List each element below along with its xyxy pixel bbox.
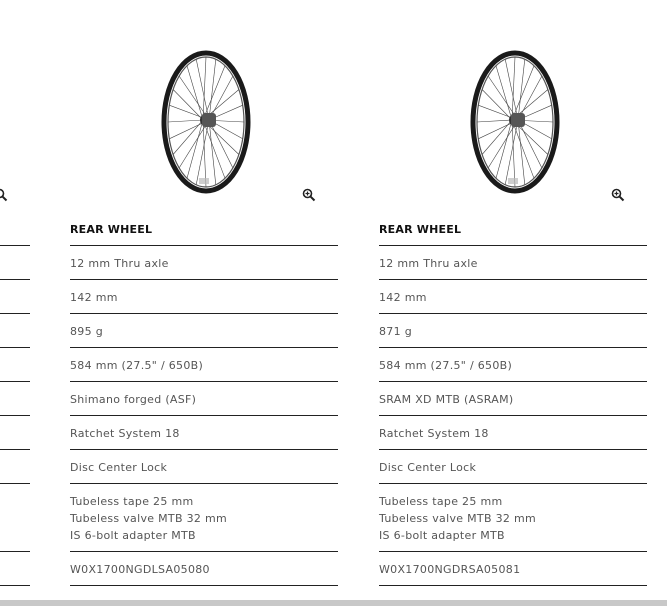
- divider: [0, 313, 30, 314]
- spec-value: SRAM XD MTB (ASRAM): [379, 393, 514, 406]
- spec-value: Tubeless tape 25 mm: [379, 495, 503, 508]
- spec-value: Tubeless tape 25 mm: [70, 495, 194, 508]
- spec-row: [70, 246, 338, 280]
- divider: [0, 347, 30, 348]
- spec-row: [379, 314, 647, 348]
- spec-row: [70, 382, 338, 416]
- spec-value: 142 mm: [379, 291, 427, 304]
- spec-row: [70, 450, 338, 484]
- spec-list: [379, 246, 647, 586]
- previous-column-partial: [0, 0, 30, 606]
- zoom-in-icon[interactable]: [0, 188, 8, 202]
- spec-row: [379, 246, 647, 280]
- product-column: [70, 0, 338, 600]
- spec-value: W0X1700NGDLSA05080: [70, 563, 210, 576]
- divider: [0, 585, 30, 586]
- spec-row: [379, 552, 647, 586]
- spec-value: 584 mm (27.5" / 650B): [379, 359, 513, 372]
- divider: [0, 449, 30, 450]
- spec-value: 584 mm (27.5" / 650B): [70, 359, 204, 372]
- zoom-in-icon[interactable]: [611, 188, 625, 202]
- spec-value: Ratchet System 18: [379, 427, 489, 440]
- column-heading: REAR WHEEL: [70, 221, 338, 246]
- spec-value: Shimano forged (ASF): [70, 393, 197, 406]
- product-column: [379, 0, 647, 600]
- horizontal-scrollbar[interactable]: [0, 600, 667, 606]
- spec-value: Tubeless valve MTB 32 mm: [70, 512, 228, 525]
- divider: [0, 483, 30, 484]
- divider: [0, 551, 30, 552]
- spec-value: 12 mm Thru axle: [379, 257, 478, 270]
- spec-value: IS 6-bolt adapter MTB: [70, 529, 196, 542]
- spec-row: [379, 348, 647, 382]
- spec-value: W0X1700NGDRSA05081: [379, 563, 521, 576]
- spec-row: [379, 450, 647, 484]
- spec-list: [70, 246, 338, 586]
- spec-row: [379, 280, 647, 314]
- divider: [0, 245, 30, 246]
- spec-row: [379, 484, 647, 552]
- zoom-in-icon[interactable]: [302, 188, 316, 202]
- spec-value: 895 g: [70, 325, 103, 338]
- spec-row: [379, 382, 647, 416]
- divider: [0, 415, 30, 416]
- spec-value: 871 g: [379, 325, 412, 338]
- spec-value: IS 6-bolt adapter MTB: [379, 529, 505, 542]
- rear-wheel-image[interactable]: [156, 50, 256, 195]
- spec-row: [70, 314, 338, 348]
- spec-row: [70, 280, 338, 314]
- spec-value: Ratchet System 18: [70, 427, 180, 440]
- spec-value: Tubeless valve MTB 32 mm: [379, 512, 537, 525]
- spec-value: 142 mm: [70, 291, 118, 304]
- column-heading: REAR WHEEL: [379, 221, 647, 246]
- spec-value: 12 mm Thru axle: [70, 257, 169, 270]
- spec-row: [70, 552, 338, 586]
- rear-wheel-image[interactable]: [465, 50, 565, 195]
- spec-row: [70, 348, 338, 382]
- divider: [0, 381, 30, 382]
- divider: [0, 279, 30, 280]
- spec-row: [379, 416, 647, 450]
- spec-value: Disc Center Lock: [379, 461, 477, 474]
- spec-row: [70, 416, 338, 450]
- spec-value: Disc Center Lock: [70, 461, 168, 474]
- spec-row: [70, 484, 338, 552]
